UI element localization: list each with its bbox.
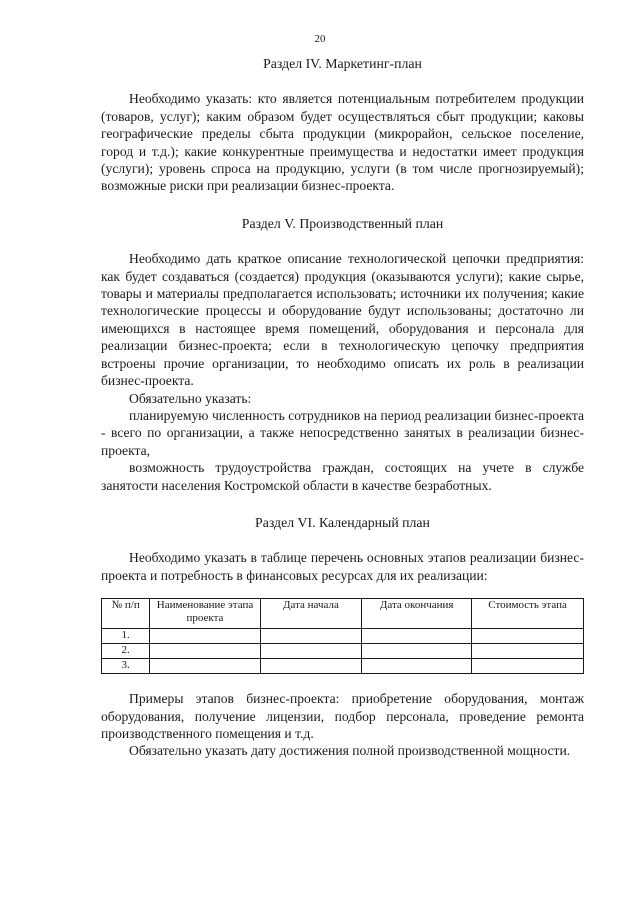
section-5-paragraph-3: планируемую численность сотрудников на период реализации бизнес-проекта - всего по организации, а также непосредственно занятых в реализации бизнес-проекта,	[101, 407, 584, 458]
header-end-date: Дата окончания	[362, 599, 472, 629]
table-row	[102, 629, 584, 644]
section-5-paragraph-2: Обязательно указать:	[129, 390, 252, 406]
section-4-title: Раздел IV. Маркетинг-план	[263, 56, 422, 71]
section-6-paragraph-3: Обязательно указать дату достижения полной производственной мощности.	[129, 743, 571, 759]
calendar-plan-table	[101, 598, 584, 674]
table-cell	[260, 659, 362, 674]
table-cell	[150, 659, 260, 674]
table-cell	[472, 629, 584, 644]
header-stage-cost: Стоимость этапа	[472, 599, 584, 629]
section-6-paragraph-2: Примеры этапов бизнес-проекта: приобретение оборудования, монтаж оборудования, получение лицензии, подбор персонала, проведение ремонта производственного помещения и т.д.	[101, 691, 584, 741]
section-5-paragraph-1: Необходимо дать краткое описание технологической цепочки предприятия: как будет создаваться (создается) продукция (оказываются услуги); какие сырье, товары и материалы предполагается использовать; источники их получения; какие технологические процессы и оборудование будут использованы; достаточно ли имеющихся в настоящее время помещений, оборудования и персонала для реализации бизнес-проекта; если в технологическую цепочку предприятия встроены прочие организации, то необходимо описать их роль в реализации бизнес-проекта.	[101, 251, 584, 389]
table-cell-number: 2.	[102, 644, 150, 659]
table-row	[102, 659, 584, 674]
section-5-title: Раздел V. Производственный план	[241, 215, 444, 231]
table-cell	[150, 629, 260, 644]
table-cell	[362, 659, 472, 674]
section-5-paragraph-4: возможность трудоустройства граждан, состоящих на учете в службе занятости населения Костромской области в качестве безработных.	[101, 460, 584, 493]
table-cell	[150, 644, 260, 659]
table-cell	[472, 659, 584, 674]
header-start-date: Дата начала	[260, 599, 362, 629]
page-content	[101, 55, 584, 760]
table-row	[102, 644, 584, 659]
table-cell	[472, 644, 584, 659]
page-number: 20	[314, 33, 326, 45]
header-stage-name: Наименование этапа проекта	[150, 599, 260, 629]
table-cell-number: 1.	[102, 629, 150, 644]
section-4-paragraph: Необходимо указать: кто является потенциальным потребителем продукции (товаров, услуг); каким образом будет осуществляться сбыт продукции; каковы географические пределы сбыта продукции (микрорайон, сельское поселение, город и т.д.); какие конкурентные преимущества и недостатки имеет продукция (услуги); уровень спроса на продукцию, услуги (в том числе прогнозируемый); возможные риски при реализации бизнес-проекта.	[101, 91, 584, 194]
table-cell	[362, 644, 472, 659]
header-number: № п/п	[102, 599, 150, 629]
section-6-title: Раздел VI. Календарный план	[255, 514, 430, 530]
section-6-paragraph-1: Необходимо указать в таблице перечень основных этапов реализации бизнес-проекта и потребность в финансовых ресурсах для их реализации:	[101, 550, 584, 583]
table-header-row	[102, 599, 584, 629]
table-cell	[260, 644, 362, 659]
table-cell	[362, 629, 472, 644]
table-cell	[260, 629, 362, 644]
calendar-plan-table-wrap	[101, 598, 584, 674]
table-cell-number: 3.	[102, 659, 150, 674]
